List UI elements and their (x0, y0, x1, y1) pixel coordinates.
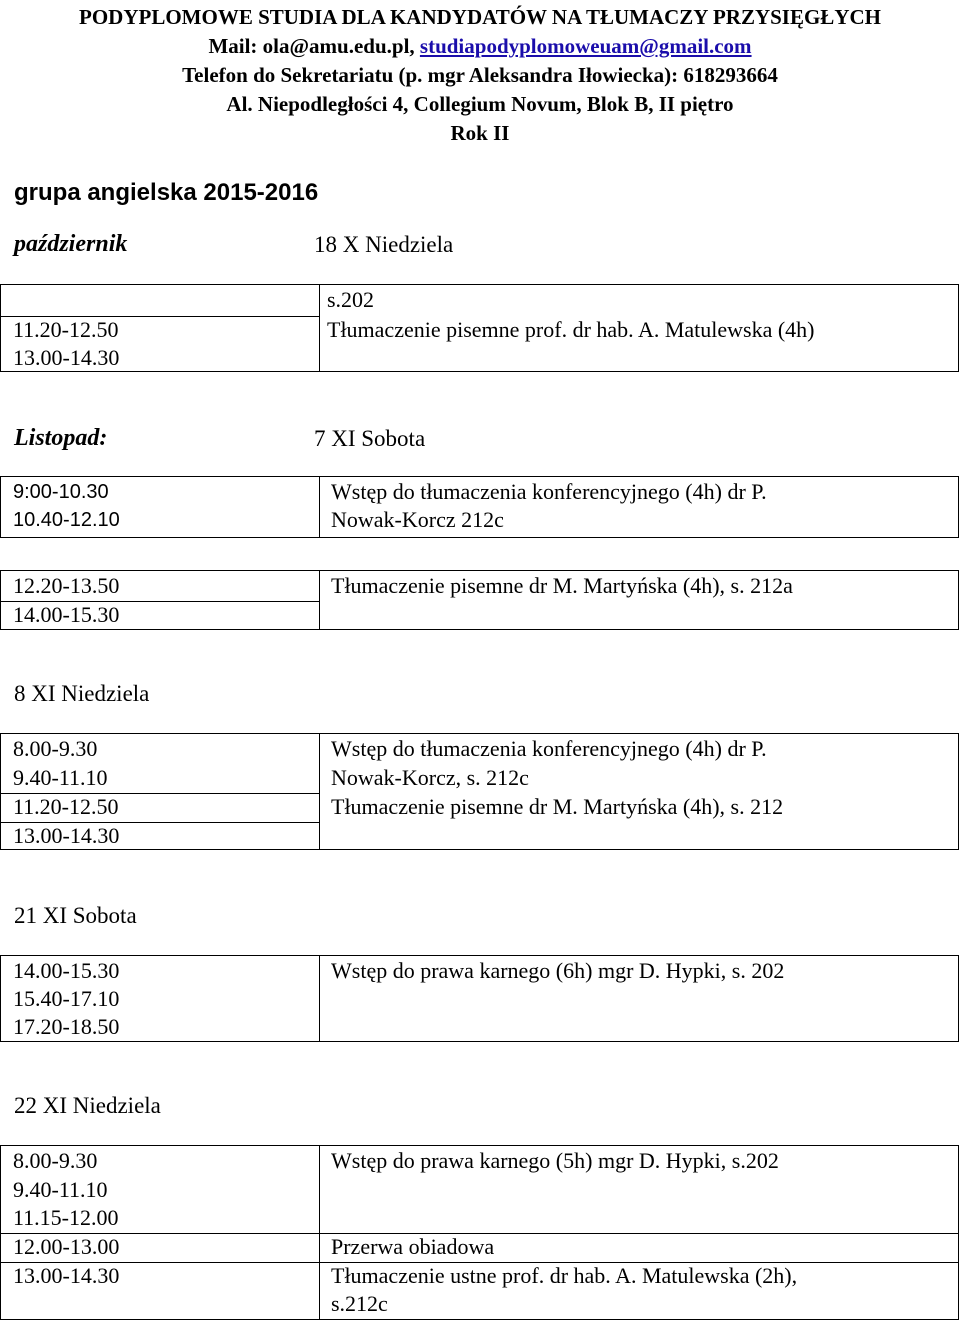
header-mail-line (0, 32, 960, 61)
time-slot: 12.20-13.50 (13, 573, 120, 598)
day-heading: 18 X Niedziela (314, 232, 454, 257)
subject: Tłumaczenie pisemne dr M. Martyńska (4h), s. 212 (331, 794, 784, 819)
time-slot: 8.00-9.30 (13, 1148, 98, 1173)
time-slot: 12.00-13.00 (13, 1234, 120, 1259)
room-label: s.202 (327, 287, 375, 312)
time-slot: 13.00-14.30 (13, 345, 120, 370)
subject: s.212c (331, 1291, 388, 1316)
time-slot: 11.20-12.50 (13, 794, 119, 819)
schedule-table-nov8 (0, 733, 959, 850)
time-slot: 15.40-17.10 (13, 986, 120, 1011)
subject: Tłumaczenie ustne prof. dr hab. A. Matulewska (2h), (331, 1263, 798, 1288)
time-slot: 14.00-15.30 (13, 958, 120, 983)
header-phone: Telefon do Sekretariatu (p. mgr Aleksandra Iłowiecka): 618293664 (182, 63, 778, 87)
schedule-table-october (0, 284, 959, 372)
schedule-table-nov7-a (0, 476, 959, 538)
time-slot: 9.40-11.10 (13, 1177, 108, 1202)
schedule-table-nov7-b (0, 570, 959, 630)
mail-link[interactable]: studiapodyplomoweuam@gmail.com (419, 34, 752, 58)
subject: Wstęp do tłumaczenia konferencyjnego (4h) dr P. (331, 479, 767, 504)
header-year: Rok II (450, 121, 510, 145)
subject: Wstęp do prawa karnego (6h) mgr D. Hypki, s. 202 (331, 958, 785, 983)
time-slot: 9.40-11.10 (13, 765, 108, 790)
time-slot: 11.15-12.00 (13, 1205, 119, 1230)
subject: Nowak-Korcz 212c (331, 507, 504, 532)
subject: Wstęp do tłumaczenia konferencyjnego (4h) dr P. (331, 736, 767, 761)
mail-text: Mail: ola@amu.edu.pl, (208, 34, 420, 58)
time-slot: 8.00-9.30 (13, 736, 98, 761)
schedule-table-nov22 (0, 1145, 959, 1320)
time-slot: 13.00-14.30 (13, 823, 120, 848)
time-slot: 14.00-15.30 (13, 602, 120, 627)
day-heading: 7 XI Sobota (314, 426, 426, 451)
subject: Przerwa obiadowa (331, 1234, 495, 1259)
schedule-table-nov21 (0, 955, 959, 1042)
month-november: Listopad: (14, 425, 108, 451)
time-slot: 11.20-12.50 (13, 317, 119, 342)
time-slot: 10.40-12.10 (13, 509, 120, 531)
time-slot: 13.00-14.30 (13, 1263, 120, 1288)
subject: Wstęp do prawa karnego (5h) mgr D. Hypki, s.202 (331, 1148, 779, 1173)
time-slot: 17.20-18.50 (13, 1014, 120, 1039)
month-october: październik (14, 231, 128, 257)
subject: Tłumaczenie pisemne dr M. Martyńska (4h), s. 212a (331, 573, 793, 598)
day-heading: 22 XI Niedziela (14, 1093, 161, 1118)
subject: Nowak-Korcz, s. 212c (331, 765, 529, 790)
time-slot: 9:00-10.30 (13, 481, 109, 503)
header-address: Al. Niepodległości 4, Collegium Novum, Blok B, II piętro (226, 92, 734, 116)
subject: Tłumaczenie pisemne prof. dr hab. A. Matulewska (4h) (327, 317, 815, 342)
group-title: grupa angielska 2015-2016 (14, 179, 319, 206)
day-heading: 8 XI Niedziela (14, 681, 150, 706)
day-heading: 21 XI Sobota (14, 903, 137, 928)
header-title: PODYPLOMOWE STUDIA DLA KANDYDATÓW NA TŁUMACZY PRZYSIĘGŁYCH (79, 5, 881, 29)
